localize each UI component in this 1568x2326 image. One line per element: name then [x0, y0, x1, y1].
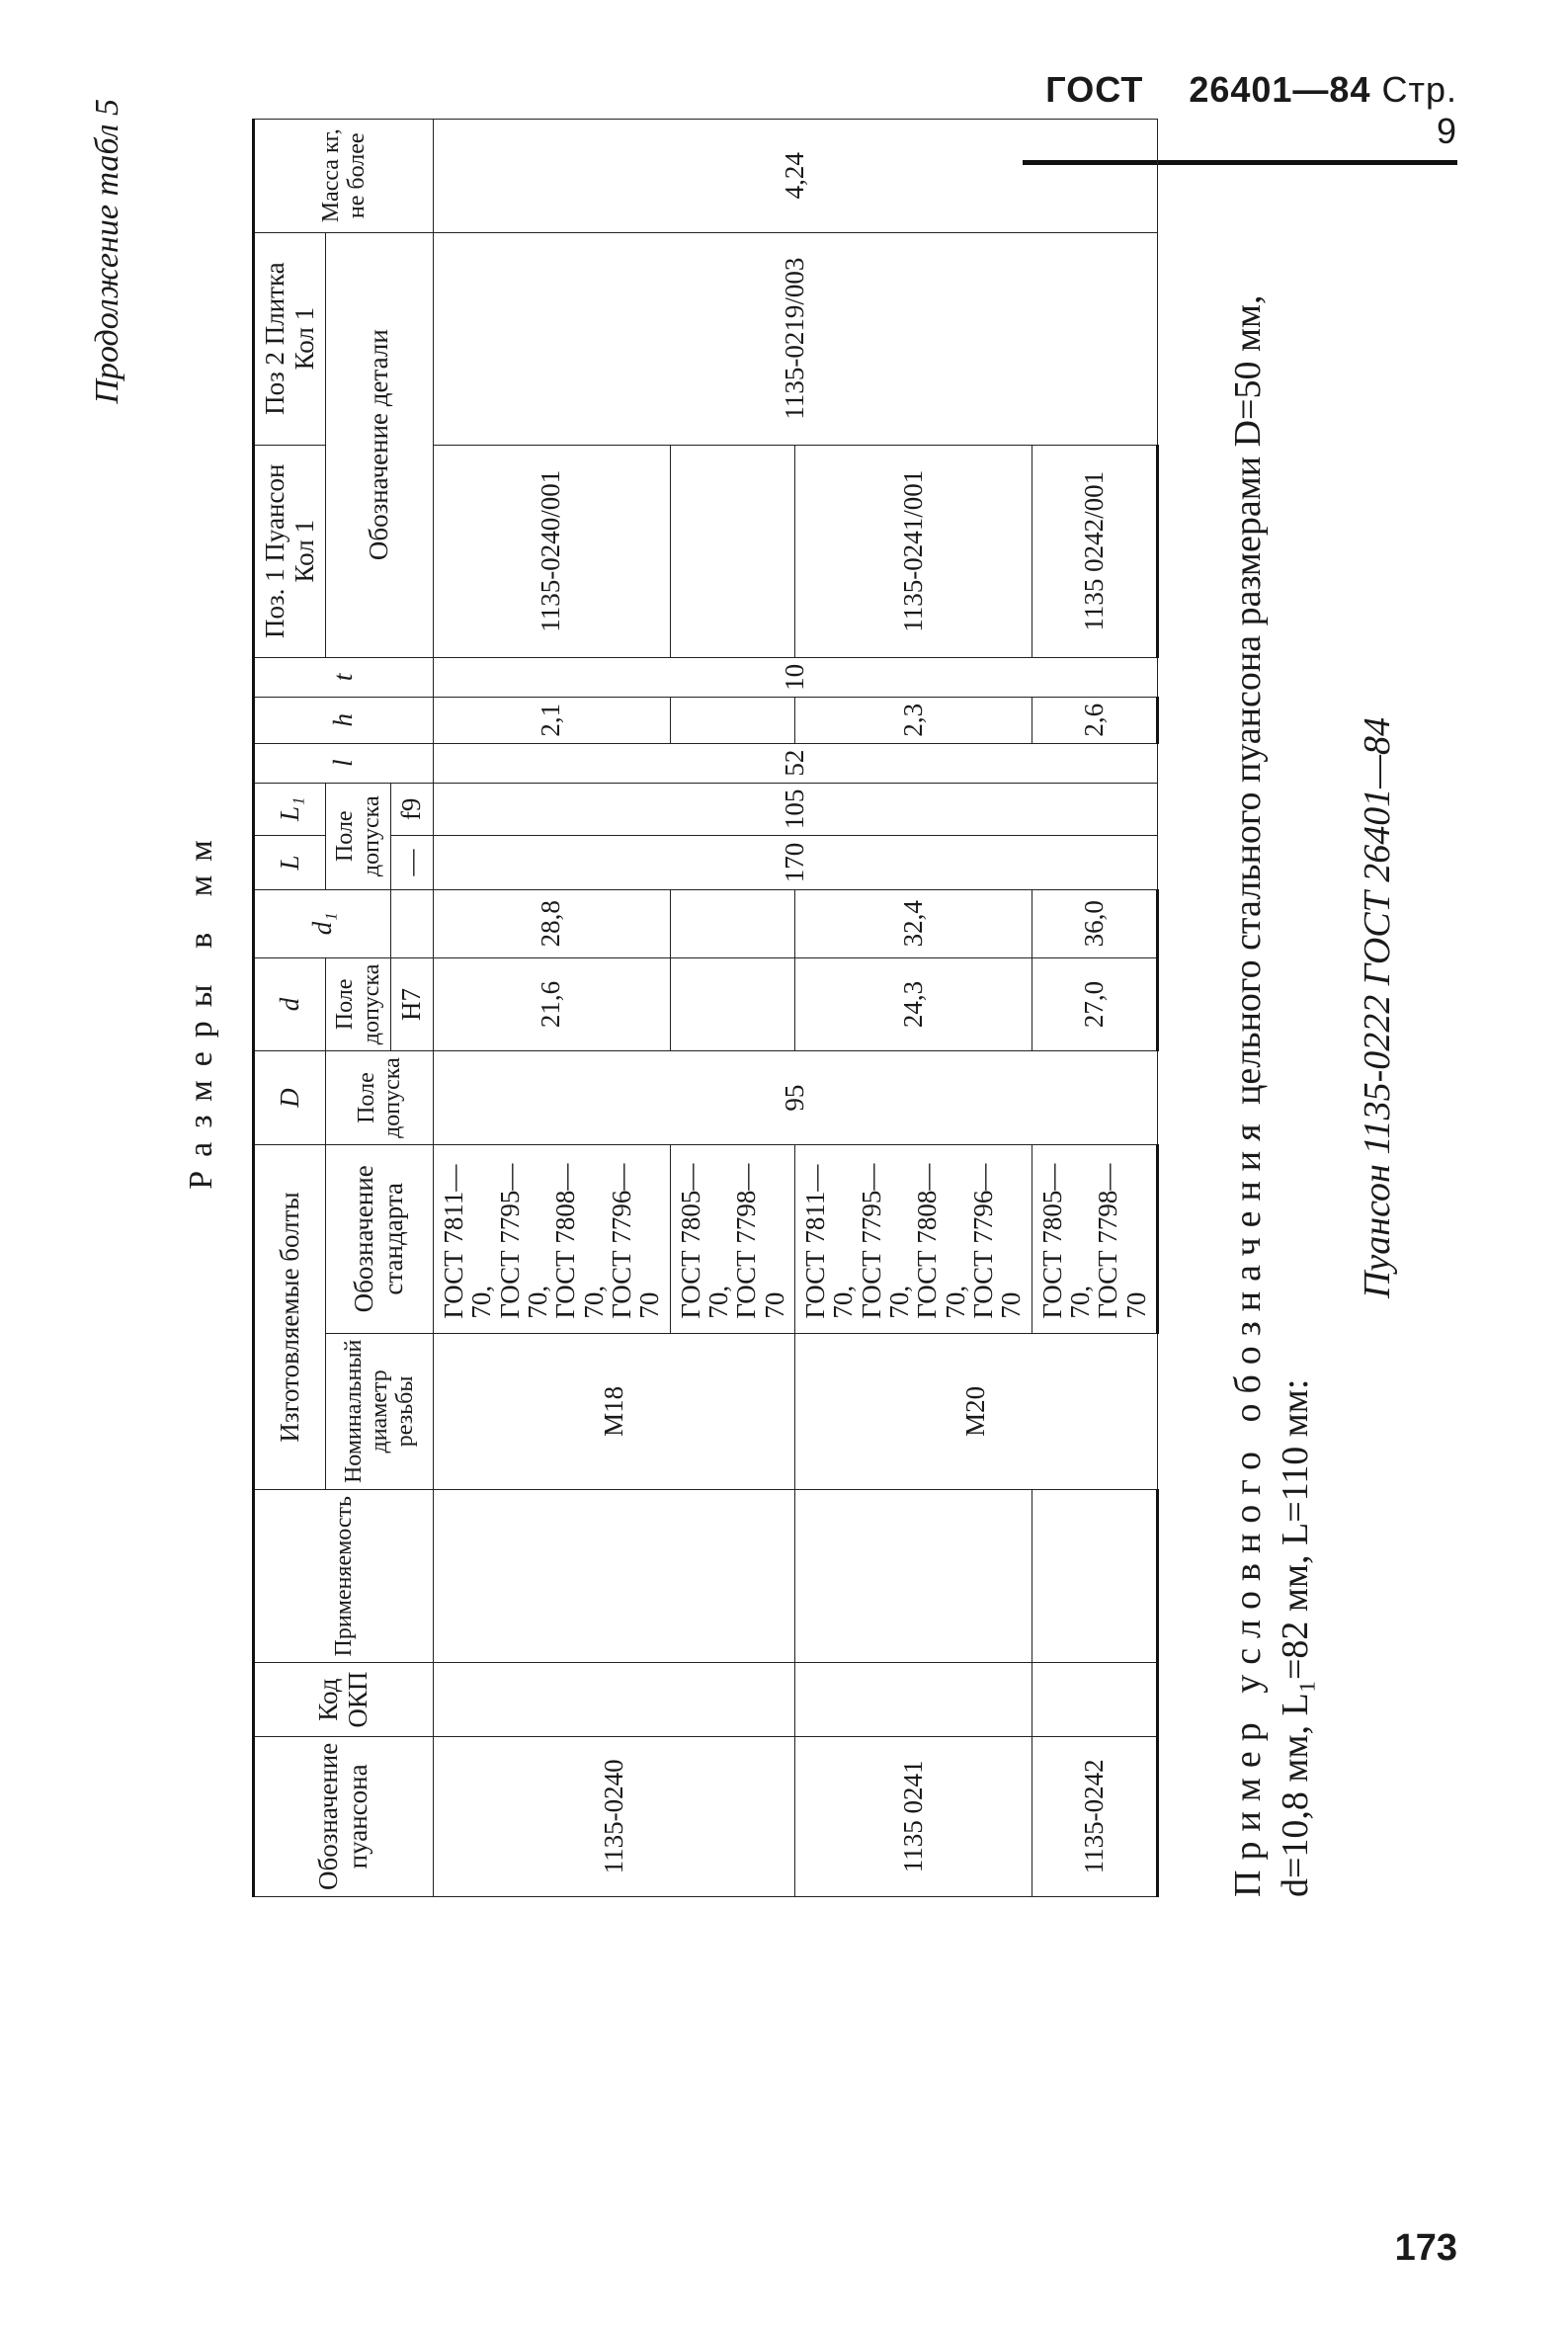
cell-pos1: 1135 0242/001 — [1032, 445, 1157, 657]
std-line: ГОСТ 7805—70, — [675, 1163, 733, 1319]
punch-table — [252, 119, 1159, 1897]
cell-h: 2,6 — [1032, 697, 1157, 743]
cell-d: 21,6 — [433, 957, 670, 1051]
header-number: 26401—84 — [1189, 69, 1371, 110]
example-lead: Пример условного обозначения — [1227, 1114, 1269, 1897]
cell-d: 27,0 — [1032, 957, 1157, 1051]
std-line: ГОСТ 7805—70, — [1036, 1163, 1096, 1319]
cell-pos1: 1135-0240/001 — [433, 445, 670, 657]
table-row — [433, 120, 670, 1897]
std-line: ГОСТ 7798—70 — [1093, 1163, 1151, 1319]
cell-standard — [794, 1144, 1032, 1333]
col-L1: L₁ — [254, 783, 326, 836]
cell-d1: 36,0 — [1032, 889, 1157, 957]
page-number: 173 — [1394, 2227, 1457, 2269]
cell-d1: 28,8 — [433, 889, 670, 957]
col-l: l — [254, 743, 434, 783]
cell-d1-empty — [670, 889, 794, 957]
cell-thread-m20: M20 — [794, 1333, 1157, 1489]
cell-pos2: 1135-0219/003 — [433, 232, 1157, 445]
std-line: ГОСТ 7796—70 — [606, 1163, 665, 1319]
cell-h-empty — [670, 697, 794, 743]
col-d-tol: Поле допуска — [326, 957, 391, 1051]
example-line2: d=10,8 мм, L₁=82 мм, L=110 мм: — [1274, 1378, 1316, 1897]
table-continuation: Продолжение табл 5 — [89, 99, 125, 404]
col-L-tol-val: — — [391, 836, 434, 890]
cell-standard — [433, 1144, 670, 1333]
col-standard: Обозначение стандарта — [326, 1144, 433, 1333]
col-L1-tol-val: f9 — [391, 783, 434, 836]
std-line: ГОСТ 7796—70 — [968, 1163, 1027, 1319]
col-pos1: Поз. 1 Пуансон Кол 1 — [254, 445, 326, 657]
cell-t: 10 — [433, 657, 1157, 697]
cell-h: 2,3 — [794, 697, 1032, 743]
col-part-designation: Обозначение детали — [326, 232, 433, 657]
col-okp-code: Код ОКП — [254, 1663, 434, 1736]
cell-standard — [1032, 1144, 1157, 1333]
cell-d-empty — [670, 957, 794, 1051]
rotated-content — [79, 59, 1398, 1897]
header-gost: ГОСТ — [1045, 69, 1144, 110]
cell-L: 170 — [433, 836, 1157, 890]
header-page: Стр. 9 — [1381, 69, 1457, 151]
col-L: L — [254, 836, 326, 890]
cell-okp — [433, 1663, 794, 1736]
cell-d: 24,3 — [794, 957, 1032, 1051]
std-line: ГОСТ 7795—70, — [494, 1163, 552, 1319]
col-applicability: Применяемость — [254, 1490, 434, 1663]
col-d-tol-val: H7 — [391, 957, 434, 1051]
col-punch-designation: Обозначение пуансона — [254, 1736, 434, 1896]
col-thread-diameter: Номинальный диаметр резьбы — [326, 1333, 433, 1489]
cell-D: 95 — [433, 1051, 1157, 1145]
cell-okp — [1032, 1663, 1157, 1736]
std-line: ГОСТ 7811—70, — [438, 1164, 497, 1319]
designation-example — [1225, 119, 1402, 1897]
cell-L1: 105 — [433, 783, 1157, 836]
cell-punch: 1135 0241 — [794, 1736, 1032, 1896]
example-line1: цельного стального пуансона размерами D=50 мм, — [1227, 294, 1269, 1105]
std-line: ГОСТ 7808—70, — [912, 1163, 970, 1319]
col-D-tol: Поле допуска — [326, 1051, 433, 1145]
col-pos2: Поз 2 Плитка Кол 1 — [254, 232, 326, 445]
cell-pos1-empty — [670, 445, 794, 657]
std-line: ГОСТ 7798—70 — [731, 1163, 789, 1319]
col-h: h — [254, 697, 434, 743]
cell-d1: 32,4 — [794, 889, 1032, 957]
std-line: ГОСТ 7811—70, — [799, 1164, 859, 1319]
cell-appl — [433, 1490, 794, 1663]
cell-okp — [794, 1663, 1032, 1736]
cell-punch: 1135-0240 — [433, 1736, 794, 1896]
col-mass: Масса кг, не более — [254, 120, 434, 233]
col-d1-empty — [391, 889, 434, 957]
col-d1: d₁ — [254, 889, 391, 957]
cell-appl — [1032, 1490, 1157, 1663]
cell-l: 52 — [433, 743, 1157, 783]
example-code: Пуансон 1135-0222 ГОСТ 26401—84 — [1357, 716, 1398, 1299]
col-bolts-group: Изготовляемые болты — [254, 1144, 326, 1489]
cell-standard — [670, 1144, 794, 1333]
units-title: Размеры в мм — [183, 826, 219, 1190]
cell-h: 2,1 — [433, 697, 670, 743]
col-L-tol: Поле допуска — [326, 783, 391, 889]
std-line: ГОСТ 7795—70, — [856, 1163, 914, 1319]
cell-punch: 1135-0242 — [1032, 1736, 1157, 1896]
cell-pos1: 1135-0241/001 — [794, 445, 1032, 657]
col-d: d — [254, 957, 326, 1051]
col-t: t — [254, 657, 434, 697]
std-line: ГОСТ 7808—70, — [550, 1163, 609, 1319]
col-D: D — [254, 1051, 326, 1145]
cell-thread-m18: M18 — [433, 1333, 794, 1489]
cell-appl — [794, 1490, 1032, 1663]
cell-mass: 4,24 — [433, 120, 1157, 233]
